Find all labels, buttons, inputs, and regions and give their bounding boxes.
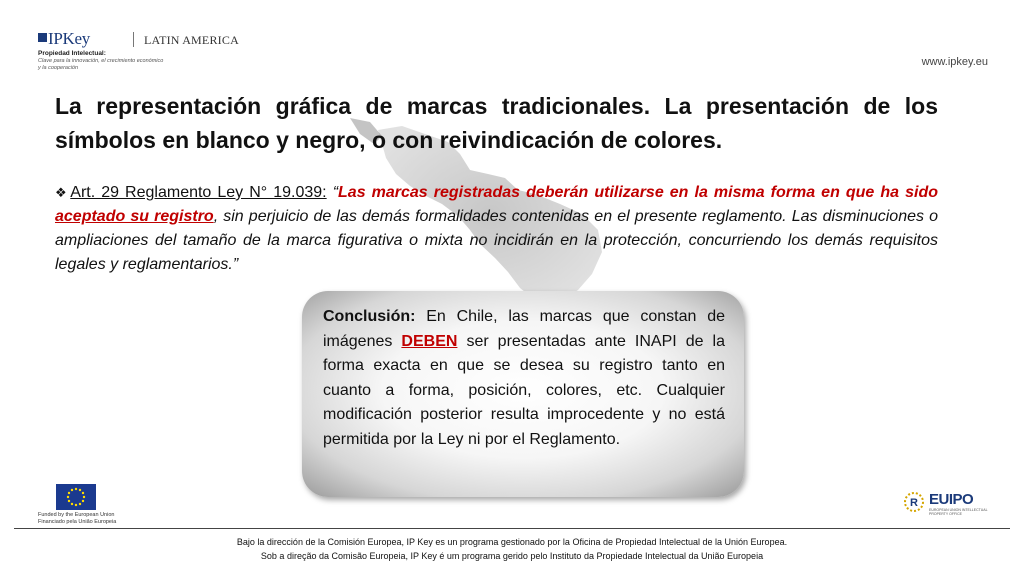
eu-funding-line-1: Funded by the European Union <box>38 512 115 518</box>
logo-subtitle: Propiedad Intelectual: <box>38 50 106 57</box>
footer-line-spanish: Bajo la dirección de la Comisión Europea, IP Key es un programa gestionado por la Oficina de Propiedad Intelectual de la Unión Europea. <box>236 537 788 547</box>
footer-divider <box>14 528 1010 529</box>
website-url: www.ipkey.eu <box>921 56 988 68</box>
ipkey-brand: IPKey <box>48 29 90 48</box>
eu-funding-logo <box>38 484 128 526</box>
euipo-logo <box>903 491 993 515</box>
article-paragraph <box>55 181 938 277</box>
ipkey-logo <box>38 29 258 74</box>
diamond-bullet-icon: ❖ <box>55 185 69 200</box>
euipo-brand: EUIPO <box>929 491 974 508</box>
quote-rest: , sin perjuicio de las demás formalidades contenidas en el presente reglamento. Las disminuciones o ampliaciones del tamaño de la marca figurativa o mixta no incidirán en la protección, concurriendo los demás requisitos legales y reglamentarios.” <box>55 208 939 273</box>
euipo-subtitle: EUROPEAN UNION INTELLECTUAL PROPERTY OFFICE <box>929 508 988 516</box>
article-reference: Art. 29 Reglamento Ley N° 19.039: <box>70 184 327 201</box>
quote-emphasis: Las marcas registradas deberán utilizarse en la misma forma en que ha sido <box>338 184 939 201</box>
ipkey-logo-mark-icon <box>38 33 47 42</box>
ipkey-region: LATIN AMERICA <box>144 33 239 47</box>
slide-title: La representación gráfica de marcas tradicionales. La presentación de los símbolos en blanco y negro, o con reivindicación de colores. <box>55 93 938 153</box>
quote-open: “ <box>326 184 339 201</box>
logo-separator <box>133 32 134 47</box>
conclusion-text-1: En Chile, las marcas que constan de imágenes <box>323 308 725 350</box>
eu-flag-icon <box>56 484 96 510</box>
conclusion-text-2: ser presentadas ante INAPI de la forma exacta en que se desea su registro tanto en cuanto a forma, posición, colores, etc. Cualquier modificación posterior resulta improcedente y no está permitida por la Ley ni por el Reglamento. <box>323 332 726 448</box>
conclusion-label: Conclusión: <box>323 308 416 325</box>
conclusion-callout <box>302 291 744 497</box>
logo-tagline-2: y la cooperación <box>38 65 79 71</box>
svg-text:R: R <box>910 497 918 509</box>
conclusion-emphasis: DEBEN <box>401 332 458 350</box>
euipo-emblem-icon <box>903 491 925 513</box>
conclusion-text <box>323 305 725 452</box>
eu-funding-line-2: Financiado pela União Europeia <box>38 519 117 525</box>
footer-line-portuguese: Sob a direção da Comisão Europeia, IP Key é um programa gerido pelo Instituto da Propiedade Intelectual da União Europeia <box>260 551 764 561</box>
logo-tagline-1: Clave para la innovación, el crecimiento económico <box>38 58 164 64</box>
quote-emphasis-underlined: aceptado su registro <box>55 208 214 225</box>
